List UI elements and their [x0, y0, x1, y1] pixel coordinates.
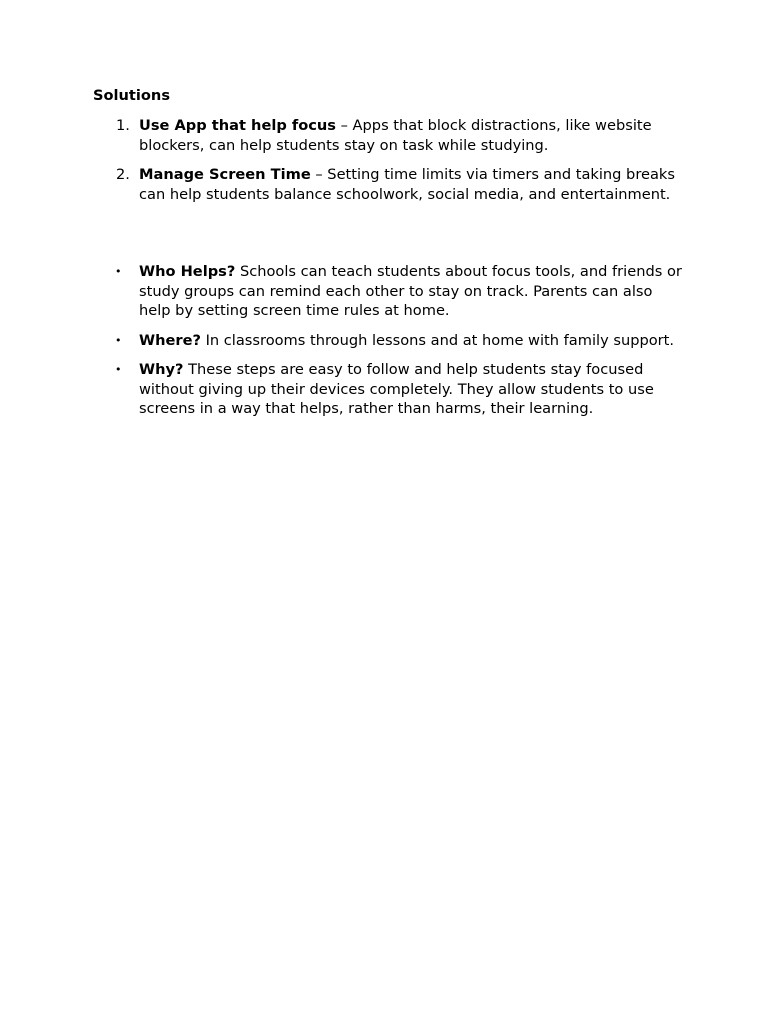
item-text: – Apps that block distractions, like website blockers, can help students stay on task while studying.: [139, 117, 652, 154]
item-title: Who Helps?: [139, 263, 236, 280]
list-item: [93, 360, 683, 419]
list-item: [93, 262, 683, 321]
list-number: 2.: [116, 166, 130, 183]
item-text: Schools can teach students about focus tools, and friends or study groups can remind each other to stay on track. Parents can also help by setting screen time rules at home.: [139, 263, 682, 319]
list-item: [93, 116, 683, 155]
bullet-icon: •: [115, 363, 122, 376]
solutions-numbered-list: [93, 116, 683, 214]
item-title: Where?: [139, 331, 201, 349]
list-number: 1.: [116, 117, 130, 134]
list-item: [93, 331, 683, 351]
item-text: These steps are easy to follow and help students stay focused without giving up their devices completely. They allow students to use screens in a way that helps, rather than harms, their learning.: [139, 361, 654, 417]
item-text: – Setting time limits via timers and taking breaks can help students balance schoolwork, social media, and entertainment.: [139, 166, 675, 203]
item-text: In classrooms through lessons and at home with family support.: [200, 331, 675, 349]
bullet-icon: •: [115, 265, 122, 278]
item-title: Why?: [139, 361, 184, 378]
details-bullet-list: [93, 262, 683, 429]
item-title: Manage Screen Time: [139, 166, 311, 183]
item-title: Use App that help focus: [139, 117, 336, 134]
bullet-icon: •: [115, 333, 122, 347]
section-heading: Solutions: [93, 87, 171, 104]
list-item: [93, 165, 683, 204]
